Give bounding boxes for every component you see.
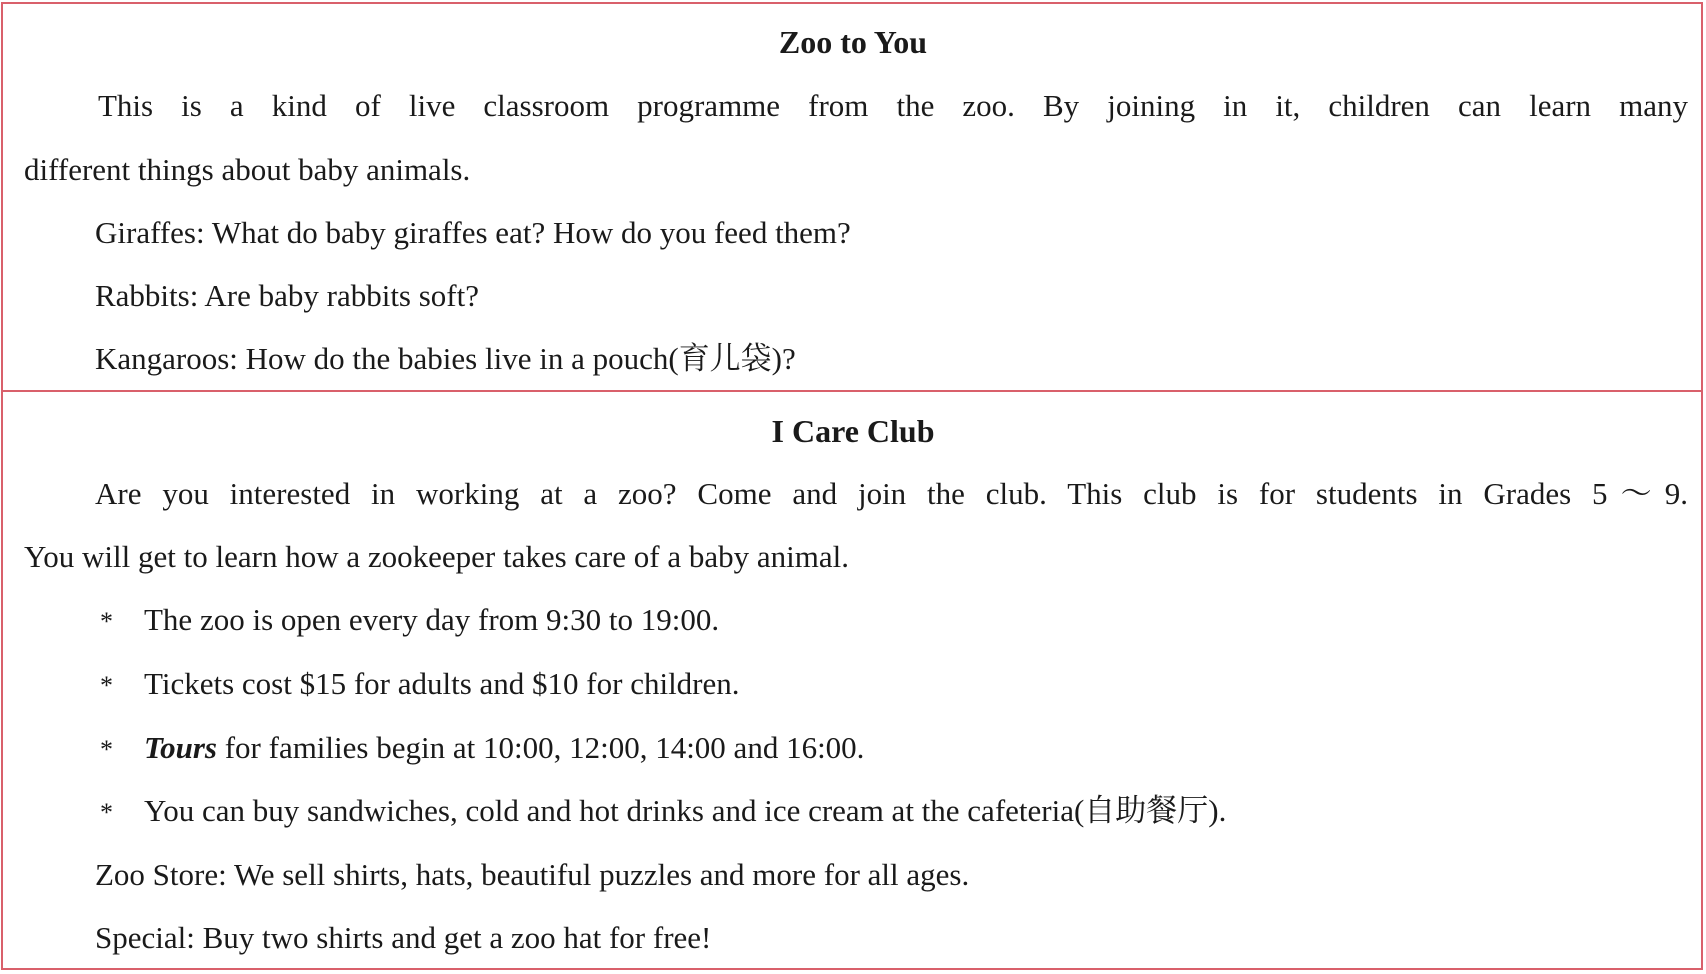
giraffes-item — [95, 213, 851, 253]
section2-intro-line1: Are you interested in working at a zoo? Come and join the club. This club is for students in Grades 5～9. — [95, 476, 1688, 511]
section2-title: I Care Club — [771, 413, 935, 449]
section1-intro-line2: different things about baby animals. — [24, 152, 471, 187]
rabbits-text: Are baby rabbits soft? — [204, 278, 480, 313]
bullet-star-icon: * — [100, 735, 113, 764]
bullet-text: You can buy sandwiches, cold and hot drinks and ice cream at the cafeteria(自助餐厅). — [144, 793, 1227, 828]
giraffes-label: Giraffes: — [95, 215, 205, 250]
section1-title: Zoo to You — [778, 24, 928, 60]
kangaroos-text: How do the babies live in a pouch(育儿袋)? — [245, 341, 796, 376]
bullet-star-icon: * — [100, 607, 113, 636]
list-item — [100, 664, 740, 706]
bullet-text: Tickets cost $15 for adults and $10 for children. — [144, 666, 740, 701]
rabbits-item — [95, 276, 479, 316]
bullet-text: for families begin at 10:00, 12:00, 14:00 and 16:00. — [216, 730, 865, 765]
list-item — [100, 791, 1226, 833]
list-item — [100, 600, 719, 642]
giraffes-text: What do baby giraffes eat? How do you feed them? — [211, 215, 851, 250]
section2-intro-line2: You will get to learn how a zookeeper takes care of a baby animal. — [24, 539, 849, 574]
section1-intro-line1: This is a kind of live classroom programme from the zoo. By joining in it, children can learn many — [98, 88, 1688, 123]
bullet-star-icon: * — [100, 798, 113, 827]
kangaroos-item — [95, 339, 796, 379]
zoo-store-label: Zoo Store: — [95, 857, 227, 892]
special-text: Buy two shirts and get a zoo hat for free! — [202, 920, 712, 955]
special-item — [95, 918, 711, 958]
zoo-store-text: We sell shirts, hats, beautiful puzzles and more for all ages. — [233, 857, 970, 892]
section-divider — [1, 390, 1703, 392]
zoo-store-item — [95, 855, 969, 895]
rabbits-label: Rabbits: — [95, 278, 199, 313]
list-item — [100, 728, 864, 770]
bullet-star-icon: * — [100, 671, 113, 700]
special-label: Special: — [95, 920, 195, 955]
kangaroos-label: Kangaroos: — [95, 341, 238, 376]
tours-emphasis: Tours — [144, 730, 217, 765]
bullet-text: The zoo is open every day from 9:30 to 19:00. — [144, 602, 720, 637]
